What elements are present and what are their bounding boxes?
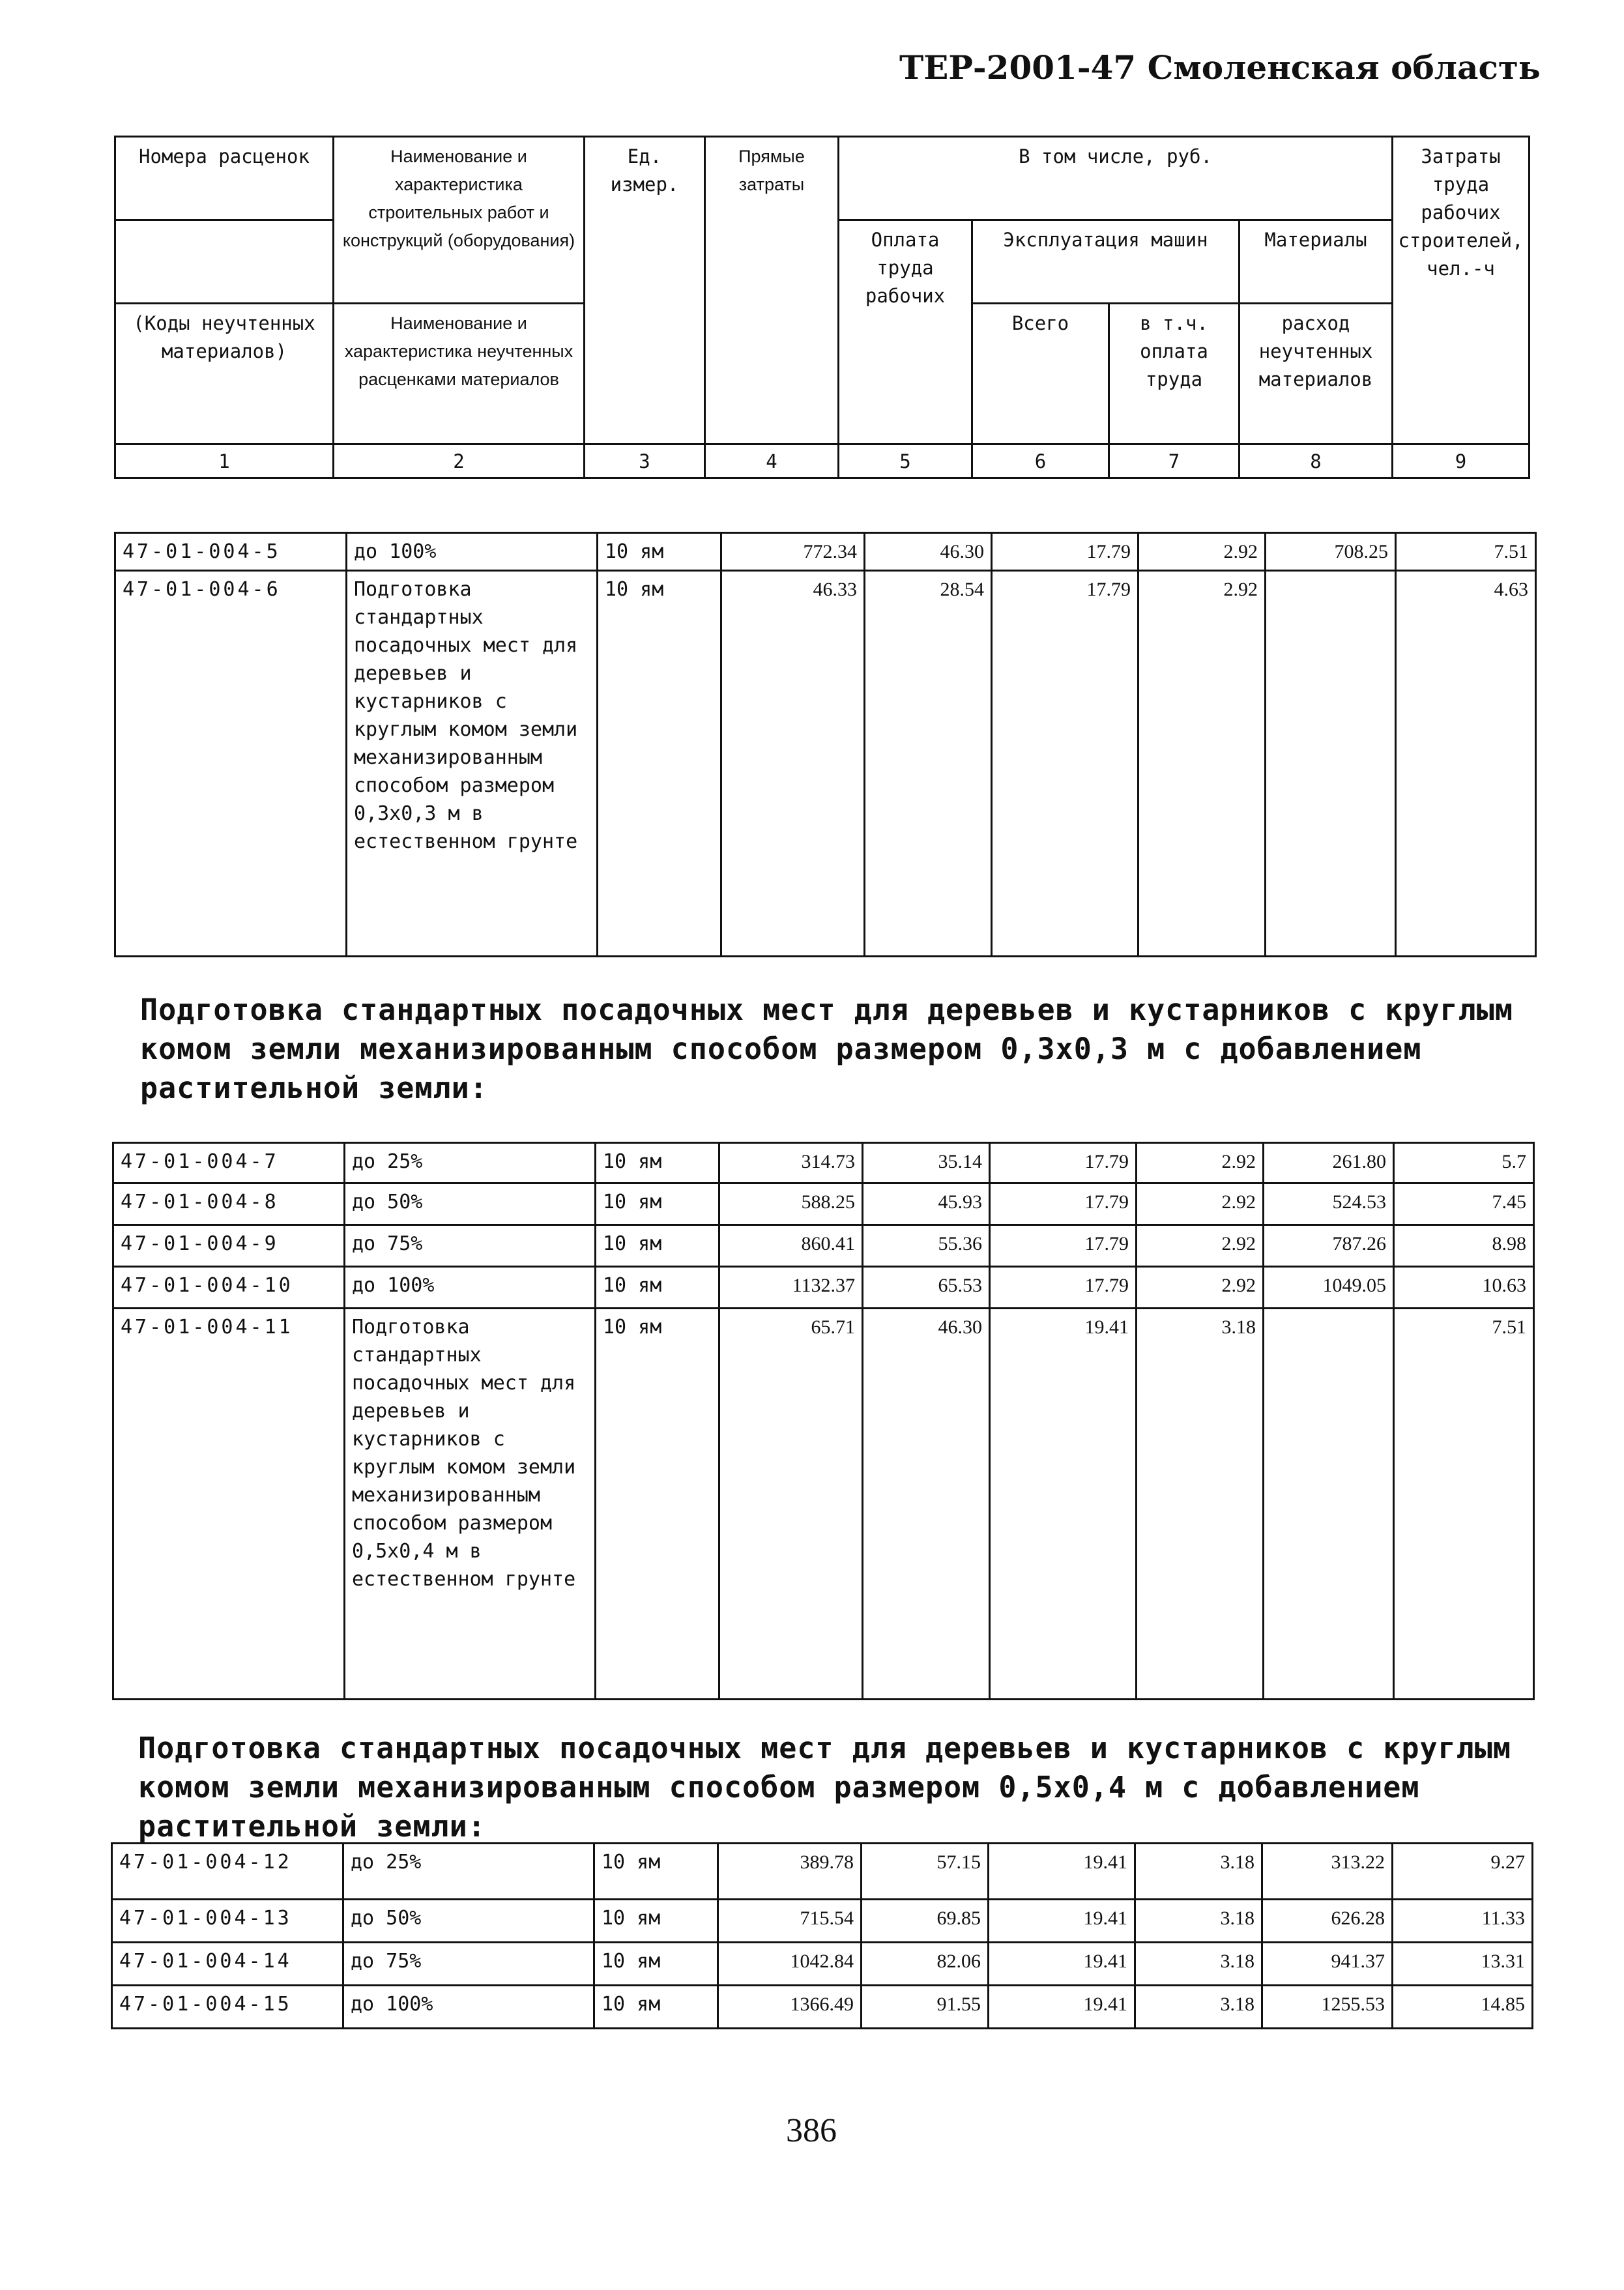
rate-machines: 17.79: [990, 1183, 1137, 1225]
col-number: 1: [115, 444, 334, 478]
rate-materials: 626.28: [1262, 1900, 1393, 1943]
rate-direct: 1132.37: [719, 1267, 863, 1309]
rate-direct: 772.34: [721, 533, 865, 571]
rate-materials: 941.37: [1262, 1943, 1393, 1986]
rate-name: до 100%: [345, 1267, 596, 1309]
rate-machines-labor: 2.92: [1138, 571, 1266, 957]
rate-code: 47-01-004-6: [115, 571, 347, 957]
page-header-title: ТЕР-2001-47 Смоленская область: [899, 48, 1541, 87]
rate-unit: 10 ям: [598, 571, 721, 957]
section-title-1: Подготовка стандартных посадочных мест для деревьев и кустарников с круглым комом земли механизированным способом размером 0,3х0,3 м с добавлением растительной земли:: [140, 993, 1513, 1105]
rate-machines: 19.41: [989, 1844, 1135, 1900]
rate-labor: 91.55: [862, 1986, 989, 2029]
rate-hours: 13.31: [1393, 1943, 1533, 1986]
rate-materials: 787.26: [1264, 1225, 1394, 1267]
rate-name: до 100%: [347, 533, 598, 571]
rate-machines: 17.79: [990, 1267, 1137, 1309]
rates-table-block1: [114, 532, 1537, 957]
rate-direct: 860.41: [719, 1225, 863, 1267]
rate-machines: 17.79: [990, 1225, 1137, 1267]
rates-table-block3: [111, 1842, 1533, 2029]
rate-labor: 55.36: [863, 1225, 990, 1267]
rate-name: до 75%: [343, 1943, 594, 1986]
col-direct-header: Прямые затраты: [705, 137, 839, 444]
rate-materials: [1264, 1309, 1394, 1700]
rate-direct: 715.54: [718, 1900, 862, 1943]
rate-unit: 10 ям: [594, 1844, 718, 1900]
rate-code: 47-01-004-15: [112, 1986, 343, 2029]
rate-machines-labor: 3.18: [1135, 1844, 1262, 1900]
rate-machines-labor: 3.18: [1135, 1900, 1262, 1943]
rate-labor: 45.93: [863, 1183, 990, 1225]
rate-machines-labor: 2.92: [1137, 1267, 1264, 1309]
col-machines-total-header: Всего: [972, 304, 1109, 444]
rate-machines-labor: 3.18: [1137, 1309, 1264, 1700]
col-number: 8: [1240, 444, 1393, 478]
rate-materials: 524.53: [1264, 1183, 1394, 1225]
col-labor-header: Оплата труда рабочих: [839, 220, 972, 444]
col-machines-labor-header: в т.ч. оплата труда: [1109, 304, 1240, 444]
rate-unit: 10 ям: [596, 1143, 719, 1183]
rate-code: 47-01-004-8: [113, 1183, 345, 1225]
rate-machines-labor: 3.18: [1135, 1943, 1262, 1986]
rate-machines: 17.79: [990, 1143, 1137, 1183]
rate-code: 47-01-004-14: [112, 1943, 343, 1986]
col-group-header: В том числе, руб.: [839, 137, 1393, 220]
rate-materials: 1049.05: [1264, 1267, 1394, 1309]
rate-code: 47-01-004-9: [113, 1225, 345, 1267]
rate-hours: 7.45: [1394, 1183, 1534, 1225]
rate-name: до 100%: [343, 1986, 594, 2029]
rate-labor: 46.30: [863, 1309, 990, 1700]
rate-labor: 82.06: [862, 1943, 989, 1986]
rate-materials: 1255.53: [1262, 1986, 1393, 2029]
rate-direct: 46.33: [721, 571, 865, 957]
rate-code: 47-01-004-13: [112, 1900, 343, 1943]
rate-name: до 75%: [345, 1225, 596, 1267]
rate-unit: 10 ям: [596, 1309, 719, 1700]
rate-direct: 389.78: [718, 1844, 862, 1900]
rate-direct: 1366.49: [718, 1986, 862, 2029]
col-codes-header: Номера расценок: [115, 137, 334, 220]
rate-machines: 19.41: [990, 1309, 1137, 1700]
rate-unit: 10 ям: [598, 533, 721, 571]
rate-machines-labor: 2.92: [1137, 1143, 1264, 1183]
header-table: [114, 136, 1530, 479]
rate-hours: 8.98: [1394, 1225, 1534, 1267]
rate-hours: 7.51: [1394, 1309, 1534, 1700]
rate-hours: 9.27: [1393, 1844, 1533, 1900]
rate-labor: 57.15: [862, 1844, 989, 1900]
rate-direct: 1042.84: [718, 1943, 862, 1986]
rate-machines-labor: 2.92: [1137, 1183, 1264, 1225]
rate-materials: 313.22: [1262, 1844, 1393, 1900]
rate-name: Подготовка стандартных посадочных мест для деревьев и кустарников с круглым комом земли механизированным способом размером 0,5х0,4 м в естественном грунте: [345, 1309, 596, 1700]
rate-materials: 708.25: [1266, 533, 1396, 571]
col-number: 2: [334, 444, 585, 478]
rate-unit: 10 ям: [594, 1986, 718, 2029]
rate-labor: 69.85: [862, 1900, 989, 1943]
rate-machines: 19.41: [989, 1943, 1135, 1986]
col-number: 4: [705, 444, 839, 478]
col-number: 5: [839, 444, 972, 478]
rate-labor: 46.30: [865, 533, 992, 571]
rate-name: Подготовка стандартных посадочных мест для деревьев и кустарников с круглым комом земли механизированным способом размером 0,3х0,3 м в естественном грунте: [347, 571, 598, 957]
rate-materials: 261.80: [1264, 1143, 1394, 1183]
col-name-header: Наименование и характеристика строительных работ и конструкций (оборудования): [334, 137, 585, 304]
rate-machines: 19.41: [989, 1900, 1135, 1943]
rate-hours: 5.7: [1394, 1143, 1534, 1183]
rate-code: 47-01-004-7: [113, 1143, 345, 1183]
section-title-2: Подготовка стандартных посадочных мест для деревьев и кустарников с круглым комом земли механизированным способом размером 0,5х0,4 м с добавлением растительной земли:: [138, 1731, 1511, 1844]
rate-hours: 7.51: [1396, 533, 1536, 571]
rate-labor: 65.53: [863, 1267, 990, 1309]
rate-machines: 17.79: [992, 533, 1138, 571]
rate-direct: 65.71: [719, 1309, 863, 1700]
col-number: 7: [1109, 444, 1240, 478]
rate-hours: 4.63: [1396, 571, 1536, 957]
rate-unit: 10 ям: [596, 1225, 719, 1267]
col-machines-group-header: Эксплуатация машин: [972, 220, 1240, 304]
rates-table-block2: [112, 1142, 1535, 1700]
page-number: 386: [786, 2112, 837, 2149]
rate-hours: 14.85: [1393, 1986, 1533, 2029]
rate-materials: [1266, 571, 1396, 957]
col-hours-header: Затраты труда рабочих строителей, чел.-ч: [1393, 137, 1530, 444]
rate-code: 47-01-004-5: [115, 533, 347, 571]
col-materials-sub-header: расход неучтенных материалов: [1240, 304, 1393, 444]
rate-name: до 25%: [345, 1143, 596, 1183]
col-name-sub-header: Наименование и характеристика неучтенных расценками материалов: [334, 304, 585, 444]
rate-hours: 10.63: [1394, 1267, 1534, 1309]
rate-labor: 35.14: [863, 1143, 990, 1183]
rate-unit: 10 ям: [596, 1183, 719, 1225]
rate-hours: 11.33: [1393, 1900, 1533, 1943]
rate-direct: 588.25: [719, 1183, 863, 1225]
rate-name: до 25%: [343, 1844, 594, 1900]
rate-machines: 17.79: [992, 571, 1138, 957]
rate-machines-labor: 2.92: [1138, 533, 1266, 571]
rate-labor: 28.54: [865, 571, 992, 957]
rate-code: 47-01-004-12: [112, 1844, 343, 1900]
rate-machines-labor: 3.18: [1135, 1986, 1262, 2029]
rate-code: 47-01-004-11: [113, 1309, 345, 1700]
col-number: 3: [585, 444, 705, 478]
col-number: 6: [972, 444, 1109, 478]
rate-unit: 10 ям: [596, 1267, 719, 1309]
rate-machines-labor: 2.92: [1137, 1225, 1264, 1267]
rate-name: до 50%: [345, 1183, 596, 1225]
col-unit-header: Ед. измер.: [585, 137, 705, 444]
rate-unit: 10 ям: [594, 1943, 718, 1986]
rate-code: 47-01-004-10: [113, 1267, 345, 1309]
rate-direct: 314.73: [719, 1143, 863, 1183]
col-codes-sub-header: (Коды неучтенных материалов): [115, 304, 334, 444]
rate-unit: 10 ям: [594, 1900, 718, 1943]
col-materials-header: Материалы: [1240, 220, 1393, 304]
rate-machines: 19.41: [989, 1986, 1135, 2029]
col-number: 9: [1393, 444, 1530, 478]
rate-name: до 50%: [343, 1900, 594, 1943]
